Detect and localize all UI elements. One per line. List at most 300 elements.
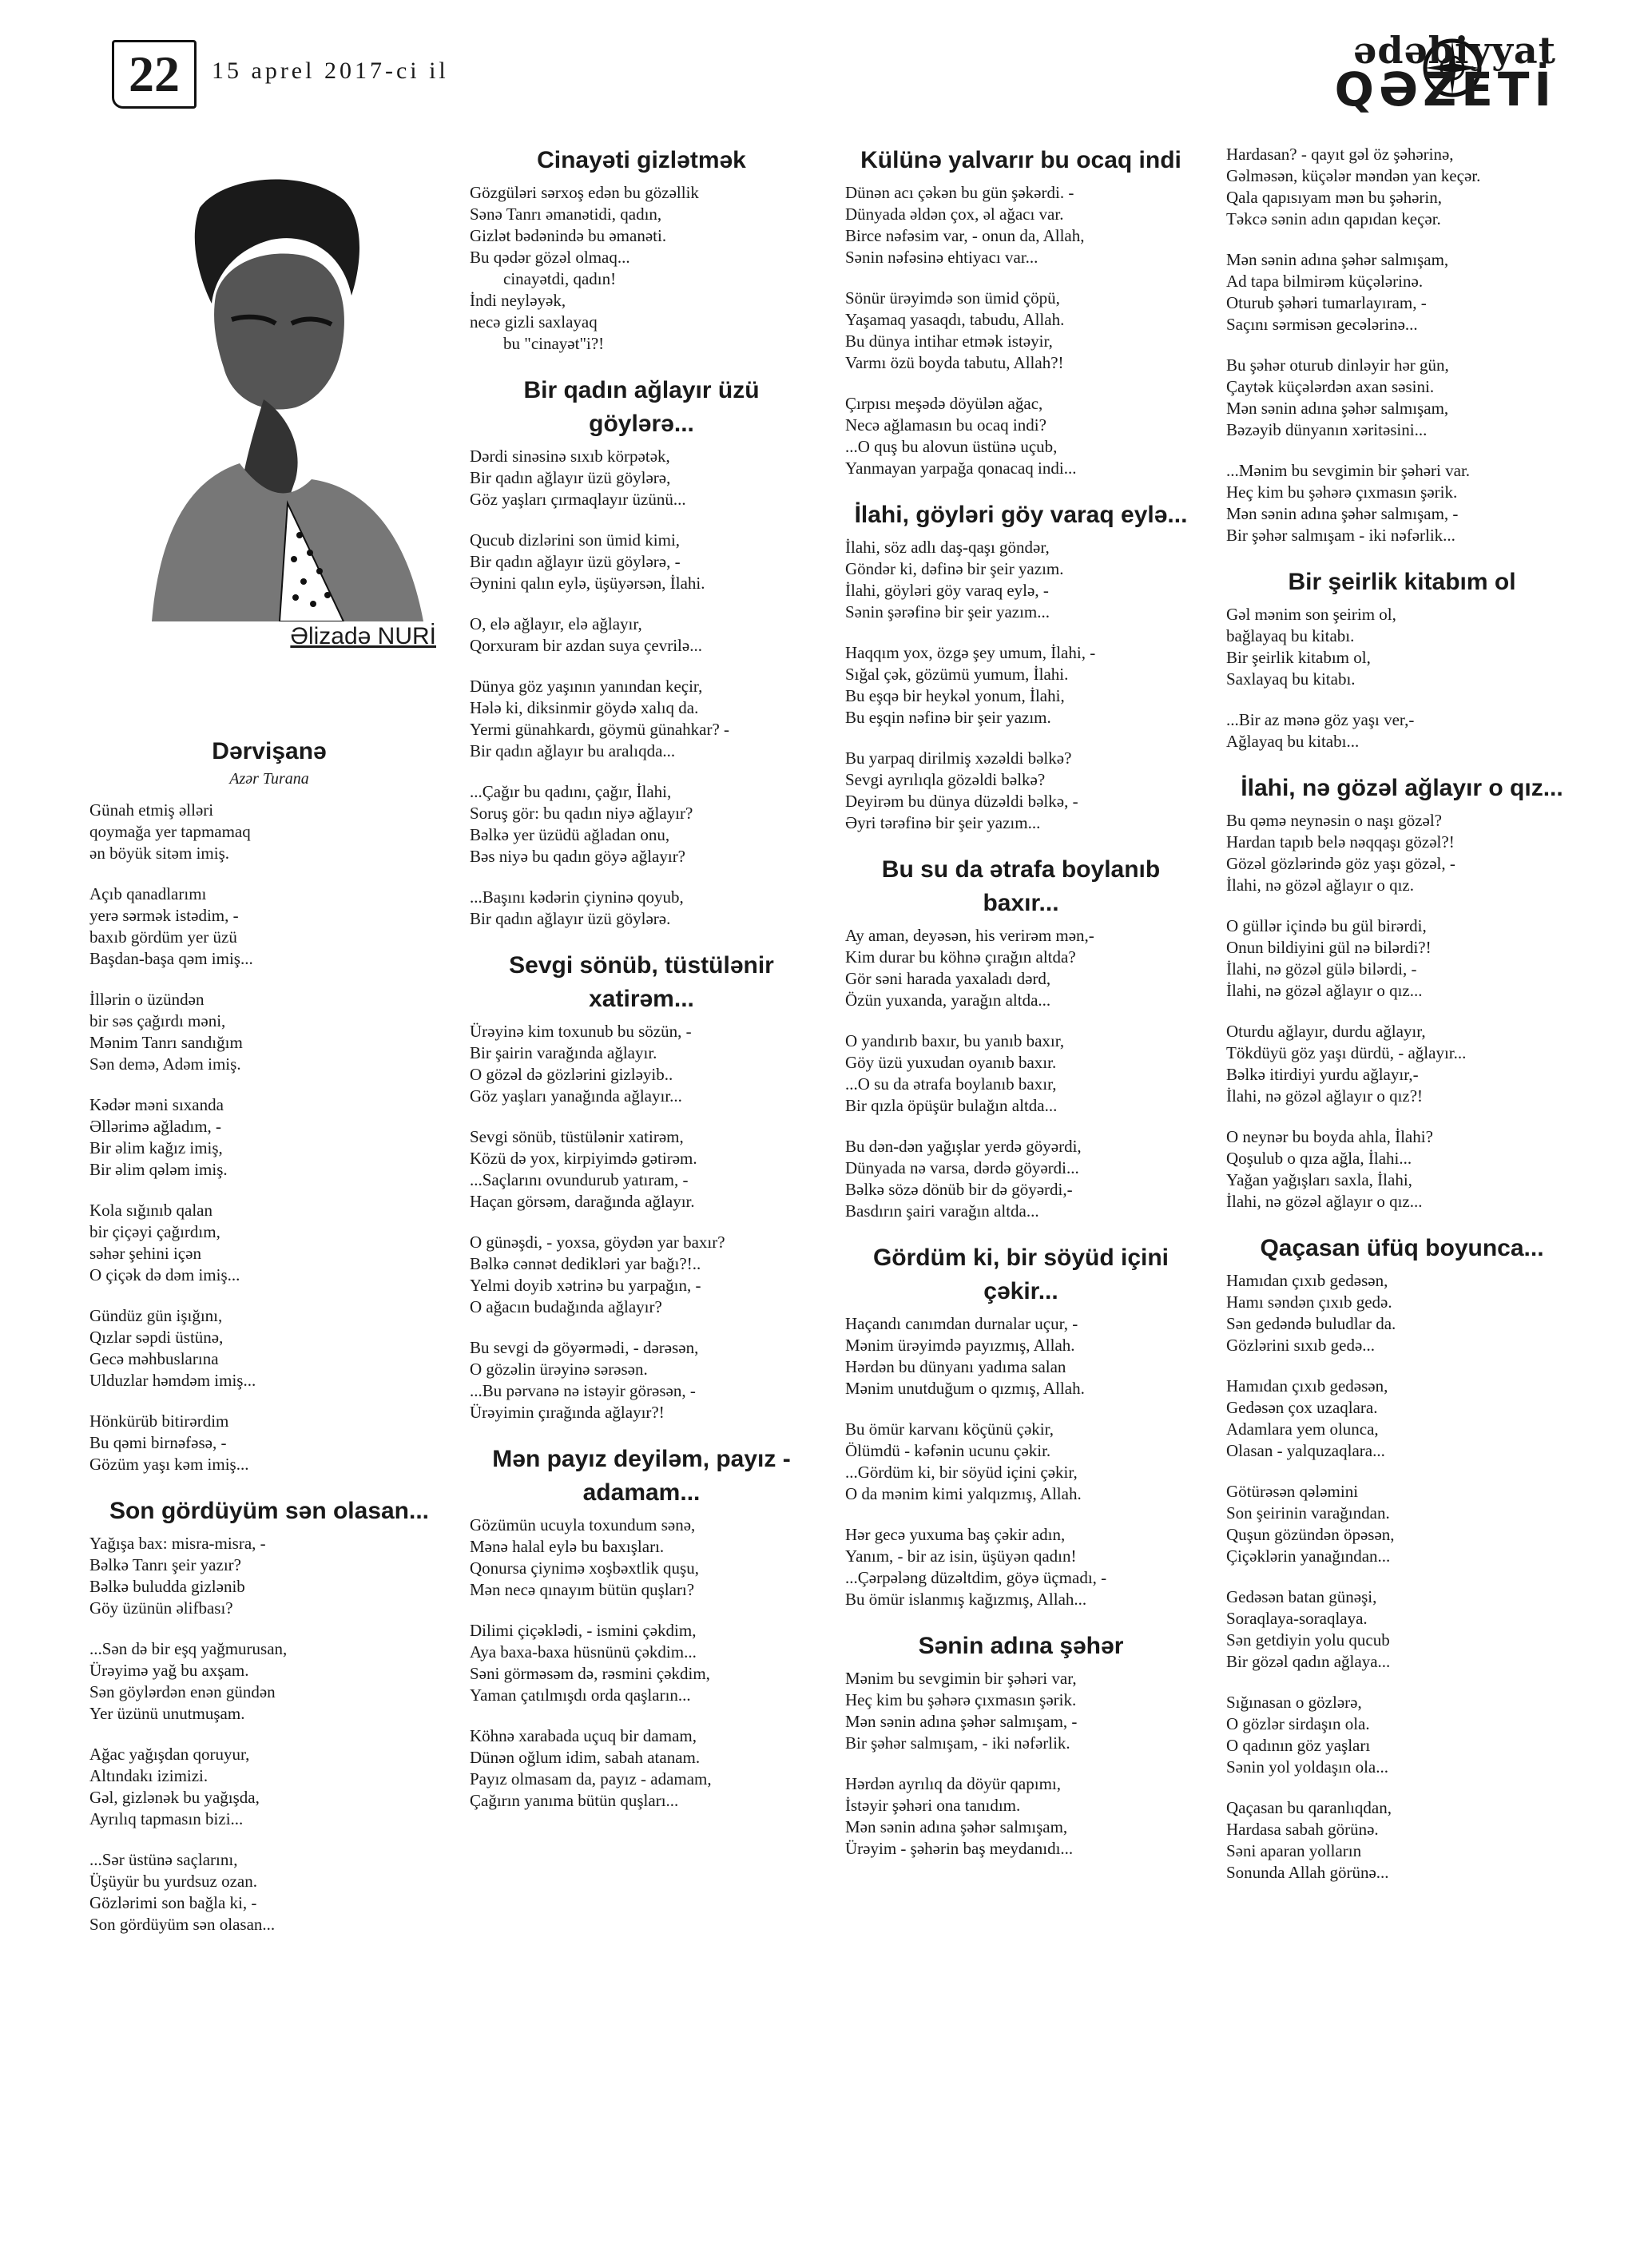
poem-line: Qucub dizlərini son ümid kimi, <box>470 530 681 550</box>
poem-title: İlahi, nə gözəl ağlayır o qız... <box>1241 775 1563 801</box>
poem-line: Oturdu ağlayır, durdu ağlayır, <box>1226 1022 1426 1041</box>
poem-line: Yağan yağışları saxla, İlahi, <box>1226 1170 1412 1189</box>
poem-line: Bir şəhər salmışam, - iki nəfərlik. <box>845 1733 1070 1753</box>
poem-line: Aya baxa-baxa hüsnünü çəkdim... <box>470 1642 697 1661</box>
poem-line: Mənim unutduğum o qızmış, Allah. <box>845 1379 1085 1398</box>
poem-line: Özün yuxanda, yarağın altda... <box>845 991 1051 1010</box>
stanza <box>470 887 813 930</box>
stanza <box>1226 709 1578 752</box>
poem-line: İlahi, nə gözəl ağlayır o qız... <box>1226 981 1423 1000</box>
poem-line: Bu eşqin nəfinə bir şeir yazım. <box>845 708 1051 727</box>
poem-line: Basdırın şairi varağın altda... <box>845 1201 1039 1221</box>
poem-line: Olasan - yalquzaqlara... <box>1226 1441 1385 1460</box>
poem-line: Gözüm yaşı kəm imiş... <box>89 1455 249 1474</box>
stanza <box>470 1620 813 1706</box>
poem-line: Bir şəhər salmışam - iki nəfərlik... <box>1226 526 1455 545</box>
poem-body <box>845 1313 1197 1610</box>
poem-line: Üşüyür bu yurdsuz ozan. <box>89 1872 257 1891</box>
stanza <box>1226 249 1578 335</box>
poem-line: necə gizli saxlayaq <box>470 312 598 332</box>
column-3 <box>845 144 1197 1879</box>
poem-line: O da mənim kimi yalqızmış, Allah. <box>845 1484 1082 1503</box>
poem-line: İlahi, göyləri göy varaq eylə, - <box>845 581 1049 600</box>
issue-date: 15 aprel 2017-ci il <box>212 58 449 84</box>
poem-line: Deyirəm bu dünya düzəldi bəlkə, - <box>845 792 1078 811</box>
stanza <box>470 1021 813 1107</box>
poem-title: Son gördüyüm sən olasan... <box>109 1498 430 1524</box>
poem-line: qoymağa yer tapmamaq <box>89 822 251 841</box>
stanza <box>89 883 449 970</box>
poem-line: Ürəyimə yağ bu axşam. <box>89 1661 249 1680</box>
poem-line: Bəlkə sözə dönüb bir də göyərdi,- <box>845 1180 1073 1199</box>
poem-line: Sən göylərdən enən gündən <box>89 1682 276 1701</box>
poem-line: Açıb qanadlarımı <box>89 884 207 903</box>
poem-line: Yer üzünü unutmuşam. <box>89 1704 245 1723</box>
column-2 <box>470 144 813 1831</box>
poem-line: Hamıdan çıxıb gedəsən, <box>1226 1271 1388 1290</box>
poem-line: Gəl mənim son şeirim ol, <box>1226 605 1396 624</box>
poem-line: Gözgüləri sərxoş edən bu gözəllik <box>470 183 699 202</box>
poem-line: Hönkürüb bitirərdim <box>89 1411 229 1431</box>
poem-line: Ad tapa bilmirəm küçələrinə. <box>1226 272 1424 291</box>
poem-line: Çiçəklərin yanağından... <box>1226 1546 1391 1566</box>
poem-body <box>1226 1270 1578 1884</box>
poem-line: Son şeirinin varağından. <box>1226 1503 1390 1523</box>
poem-title: Gördüm ki, bir söyüd içini çəkir... <box>872 1245 1170 1304</box>
page-header <box>0 0 1652 120</box>
stanza <box>89 1744 449 1830</box>
column-4 <box>1226 144 1578 1903</box>
poem-line: Kola sığınıb qalan <box>89 1201 212 1220</box>
poem-line: Sənin şərəfinə bir şeir yazım... <box>845 602 1050 621</box>
column-1 <box>89 144 449 1955</box>
poem-line: Birce nəfəsim var, - onun da, Allah, <box>845 226 1085 245</box>
poem-line: Bu qəmə neynəsin o naşı gözəl? <box>1226 811 1443 830</box>
poem-line: Qaçasan bu qaranlıqdan, <box>1226 1798 1392 1817</box>
poem-line: ...O quş bu alovun üstünə uçub, <box>845 437 1058 456</box>
poem-line: Əynini qalın eylə, üşüyərsən, İlahi. <box>470 574 705 593</box>
stanza <box>1226 1021 1578 1107</box>
poem-line: Gizlət bədənində bu əmanəti. <box>470 226 667 245</box>
poem-line: Ağlayaq bu kitabı... <box>1226 732 1360 751</box>
poem-line: ...Çağır bu qadını, çağır, İlahi, <box>470 782 672 801</box>
poem-line: ...Mənim bu sevgimin bir şəhəri var. <box>1226 461 1471 480</box>
stanza <box>845 642 1197 729</box>
poem-line: Hərdən ayrılıq da döyür qapımı, <box>845 1774 1062 1793</box>
poem-line: Dünən acı çəkən bu gün şəkərdi. - <box>845 183 1074 202</box>
poem-line: Sən gedəndə buludlar da. <box>1226 1314 1396 1333</box>
poem-line: baxıb gördüm yer üzü <box>89 927 237 947</box>
poem-line: Mən necə qınayım bütün quşları? <box>470 1580 695 1599</box>
poem-line: İndi neyləyək, <box>470 291 566 310</box>
stanza <box>845 1524 1197 1610</box>
poem-line: Yanmayan yarpağa qonacaq indi... <box>845 459 1077 478</box>
poem-line: Sonunda Allah görünə... <box>1226 1863 1389 1882</box>
poem-line: Yaşamaq yasaqdı, tabudu, Allah. <box>845 310 1065 329</box>
poem-line: bu "cinayət"i?! <box>470 334 605 353</box>
poem-line: Soraqlaya-soraqlaya. <box>1226 1609 1368 1628</box>
stanza <box>89 1411 449 1475</box>
poem-line: Hələ ki, diksinmir göydə xalıq da. <box>470 698 699 717</box>
stanza <box>1226 1692 1578 1778</box>
poem-line: ...Bir az mənə göz yaşı ver,- <box>1226 710 1415 729</box>
poem-line: Qoşulub o qıza ağla, İlahi... <box>1226 1149 1412 1168</box>
poem-line: O gözəl də gözlərini gizləyib.. <box>470 1065 673 1084</box>
poem-line: Sevgi ayrılıqla gözəldi bəlkə? <box>845 770 1046 789</box>
poem-line: Quşun gözündən öpəsən, <box>1226 1525 1395 1544</box>
stanza <box>845 1419 1197 1505</box>
stanza <box>845 1030 1197 1117</box>
masthead-line-1: ədəbiyyat <box>1353 29 1556 72</box>
poem-line: Mənim Tanrı sandığım <box>89 1033 243 1052</box>
poem-line: Bir şeirlik kitabım ol, <box>1226 648 1371 667</box>
poem-line: Haçan görsəm, darağında ağlayır. <box>470 1192 695 1211</box>
poem-line: Bir qadın ağlayır üzü göylərə, <box>470 468 671 487</box>
poem-line: Dünyada əldən çox, əl ağacı var. <box>845 204 1064 224</box>
stanza <box>89 1094 449 1181</box>
poem-line: O neynər bu boyda ahla, İlahi? <box>1226 1127 1433 1146</box>
poem-line: Köhnə xarabada uçuq bir damam, <box>470 1726 697 1745</box>
stanza <box>845 393 1197 479</box>
poem-line: Qala qapısıyam mən bu şəhərin, <box>1226 188 1443 207</box>
poem-line: bir çiçəyi çağırdım, <box>89 1222 220 1241</box>
poem-line: Kim durar bu köhnə çırağın altda? <box>845 947 1076 967</box>
poem-body <box>845 537 1197 834</box>
poem-line: O ağacın budağında ağlayır? <box>470 1297 662 1316</box>
poem-line: Gözümün ucuyla toxundum sənə, <box>470 1515 696 1534</box>
stanza <box>470 446 813 510</box>
poem-line: Bu yarpaq dirilmiş xəzəldi bəlkə? <box>845 748 1072 768</box>
poem-line: Səni aparan yolların <box>1226 1841 1362 1860</box>
poem-title: Bu su da ətrafa boylanıb baxır... <box>881 856 1161 916</box>
poem-line: Bu şəhər oturub dinləyir hər gün, <box>1226 355 1449 375</box>
poem-line: Bu eşqə bir heykəl yonum, İlahi, <box>845 686 1065 705</box>
poem-line: İllərin o üzündən <box>89 990 205 1009</box>
poem-line: ...Sər üstünə saçlarını, <box>89 1850 238 1869</box>
stanza <box>89 989 449 1075</box>
poem-line: Ürəyim - şəhərin baş meydanıdı... <box>845 1839 1074 1858</box>
poem-line: Onun bildiyini gül nə bilərdi?! <box>1226 938 1432 957</box>
poem-line: Gözlərimi son bağla ki, - <box>89 1893 257 1912</box>
page-number: 22 <box>112 40 197 109</box>
poem-line: ...Saçlarını ovundurub yatıram, - <box>470 1170 689 1189</box>
poem-line: Təkcə sənin adın qapıdan keçər. <box>1226 209 1441 228</box>
poem-line: Ay aman, deyəsən, his verirəm mən,- <box>845 926 1094 945</box>
poem-line: O günəşdi, - yoxsa, göydən yar baxır? <box>470 1233 725 1252</box>
poem-line: Saxlayaq bu kitabı. <box>1226 669 1356 689</box>
poem-line: Mənim bu sevgimin bir şəhəri var, <box>845 1669 1077 1688</box>
author-caption: Əlizadə NURİ <box>290 623 436 649</box>
poem-line: Göy üzü yuxudan oyanıb baxır. <box>845 1053 1057 1072</box>
stanza <box>845 748 1197 834</box>
poem-title: Cinayəti gizlətmək <box>537 147 746 173</box>
poem-line: Ölümdü - kəfənin ucunu çəkir. <box>845 1441 1051 1460</box>
poem-line: Mən sənin adına şəhər salmışam, - <box>1226 504 1459 523</box>
poem-title: İlahi, göyləri göy varaq eylə... <box>854 502 1188 528</box>
stanza <box>470 613 813 657</box>
poem-line: Ağac yağışdan qoruyur, <box>89 1745 250 1764</box>
poem-line: O yandırıb baxır, bu yanıb baxır, <box>845 1031 1065 1050</box>
poem-title: Sənin adına şəhər <box>918 1633 1124 1659</box>
poem-line: Çağırın yanıma bütün quşları... <box>470 1791 679 1810</box>
poem-line: Bəlkə buludda gizlənib <box>89 1577 245 1596</box>
poem-title: Sevgi sönüb, tüstülənir xatirəm... <box>509 952 774 1012</box>
poem-line: bir səs çağırdı məni, <box>89 1011 226 1030</box>
poem-line: Gözlərini sıxıb gedə... <box>1226 1336 1376 1355</box>
stanza <box>1226 144 1578 230</box>
poem-line: Gəlməsən, küçələr məndən yan keçər. <box>1226 166 1481 185</box>
stanza <box>1226 915 1578 1002</box>
poem-line: Kədər məni sıxanda <box>89 1095 224 1114</box>
poem-line: Adamlara yem olunca, <box>1226 1419 1379 1439</box>
poem-line: ...Çərpələng düzəltdim, göyə üçmadı, - <box>845 1568 1107 1587</box>
poem-line: Oturub şəhəri tumarlayıram, - <box>1226 293 1427 312</box>
poem-line: Qonursa çiynimə xoşbəxtlik quşu, <box>470 1558 699 1578</box>
poem-line: Bəzəyib dünyanın xəritəsini... <box>1226 420 1428 439</box>
poem-line: Gəl, gizlənək bu yağışda, <box>89 1788 260 1807</box>
poem-line: O güllər içində bu gül birərdi, <box>1226 916 1427 935</box>
poem-line: Mənə halal eylə bu baxışları. <box>470 1537 665 1556</box>
stanza <box>1226 1481 1578 1567</box>
poem-line: Heç kim bu şəhərə çıxmasın şərik. <box>845 1690 1077 1709</box>
poem-body <box>845 182 1197 479</box>
poem-line: Hardasa sabah görünə. <box>1226 1820 1379 1839</box>
poem-line: Dünyada nə varsa, dərdə göyərdi... <box>845 1158 1079 1177</box>
poem-title: Qaçasan üfüq boyunca... <box>1260 1235 1544 1261</box>
poem-line: Necə ağlamasın bu ocaq indi? <box>845 415 1046 435</box>
poem-line: Götürəsən qələmini <box>1226 1482 1359 1501</box>
stanza <box>470 530 813 594</box>
poem-line: Yaman çatılmışdı orda qaşların... <box>470 1685 691 1705</box>
stanza <box>470 1232 813 1318</box>
poem-title: Dərvişanə <box>212 738 327 764</box>
poem-line: Göz yaşları çırmaqlayır üzünü... <box>470 490 686 509</box>
poem-line: Bir qadın ağlayır üzü göylərə, - <box>470 552 681 571</box>
poem-line: Bir şairin varağında ağlayır. <box>470 1043 657 1062</box>
poem-line: Bu qədər gözəl olmaq... <box>470 248 630 267</box>
poem-line: Varmı özü boyda tabutu, Allah?! <box>845 353 1064 372</box>
stanza <box>470 781 813 867</box>
poem-title: Mən payız deyiləm, payız - adamam... <box>492 1446 791 1506</box>
stanza <box>845 925 1197 1011</box>
stanza <box>845 1136 1197 1222</box>
stanza <box>845 182 1197 268</box>
poem-body <box>470 182 813 355</box>
poem-line: Közü də yox, kirpiyimdə gətirəm. <box>470 1149 697 1168</box>
poem-line: Yağışa bax: misra-misra, - <box>89 1534 266 1553</box>
poem-line: Saçını sərmisən gecələrinə... <box>1226 315 1418 334</box>
poem-line: Bir qadın ağlayır üzü göylərə. <box>470 909 671 928</box>
poem-line: Sönür ürəyimdə son ümid çöpü, <box>845 288 1060 308</box>
poem-dedication: Azər Turana <box>229 770 309 788</box>
poem-line: Haçandı canımdan durnalar uçur, - <box>845 1314 1078 1333</box>
poem-line: Bir əlim qələm imiş. <box>89 1160 228 1179</box>
poem-body <box>470 1021 813 1423</box>
poem-line: O, elə ağlayır, elə ağlayır, <box>470 614 642 633</box>
poem-line: Sığal çək, gözümü yumum, İlahi. <box>845 665 1069 684</box>
poem-line: Sənin nəfəsinə ehtiyacı var... <box>845 248 1038 267</box>
poem-line: Yermi günahkardı, göymü günahkar? - <box>470 720 730 739</box>
poem-line: Qorxuram bir azdan suya çevrilə... <box>470 636 702 655</box>
poem-line: İlahi, nə gözəl ağlayır o qız... <box>1226 1192 1423 1211</box>
poem-body-continued <box>1226 144 1578 546</box>
poem-line: Bəlkə cənnət dedikləri yar bağı?!.. <box>470 1254 701 1273</box>
stanza <box>470 1515 813 1601</box>
poem-line: Hardasan? - qayıt gəl öz şəhərinə, <box>1226 145 1454 164</box>
poem-line: Hamı səndən çıxıb gedə. <box>1226 1292 1392 1312</box>
poem-body <box>89 1533 449 1935</box>
poem-line: Sevgi sönüb, tüstülənir xatirəm, <box>470 1127 684 1146</box>
poem-body <box>470 446 813 930</box>
poem-line: Dərdi sinəsinə sıxıb körpətək, <box>470 447 670 466</box>
poem-line: İlahi, söz adlı daş-qaşı göndər, <box>845 538 1050 557</box>
poem-line: Bəlkə Tanrı şeir yazır? <box>89 1555 241 1574</box>
poem-line: ən böyük sitəm imiş. <box>89 844 229 863</box>
poem-line: Sən demə, Adəm imiş. <box>89 1054 241 1074</box>
stanza <box>1226 1586 1578 1673</box>
poem-line: Altındakı izimizi. <box>89 1766 208 1785</box>
poem-body <box>845 1668 1197 1860</box>
poem-line: Mən sənin adına şəhər salmışam, <box>1226 250 1449 269</box>
poem-line: İlahi, nə gözəl gülə bilərdi, - <box>1226 959 1417 979</box>
stanza <box>1226 1126 1578 1213</box>
poem-line: Mən sənin adına şəhər salmışam, <box>845 1817 1068 1836</box>
poem-line: Yelmi doyib xətrinə bu yarpağın, - <box>470 1276 701 1295</box>
stanza <box>845 288 1197 374</box>
stanza <box>470 1725 813 1812</box>
poem-line: ...Sən də bir eşq yağmurusan, <box>89 1639 288 1658</box>
poem-line: Sənə Tanrı əmanətidi, qadın, <box>470 204 662 224</box>
stanza <box>89 1638 449 1725</box>
poem-line: Çaytək küçələrdən axan səsini. <box>1226 377 1435 396</box>
poem-line: Bu ömür islanmış kağızmış, Allah... <box>845 1590 1087 1609</box>
poem-line: İlahi, nə gözəl ağlayır o qız?! <box>1226 1086 1424 1106</box>
poem-line: Tökdüyü göz yaşı dürdü, - ağlayır... <box>1226 1043 1467 1062</box>
poem-line: səhər şehini içən <box>89 1244 201 1263</box>
poem-body <box>845 925 1197 1222</box>
poem-line: Göndər ki, dəfinə bir şeir yazım. <box>845 559 1064 578</box>
poem-line: Sən getdiyin yolu qucub <box>1226 1630 1390 1650</box>
poem-line: O çiçək də dəm imiş... <box>89 1265 240 1284</box>
poem-line: Hamıdan çıxıb gedəsən, <box>1226 1376 1388 1395</box>
poem-line: Gedəsən çox uzaqlara. <box>1226 1398 1378 1417</box>
stanza <box>470 676 813 762</box>
poem-body <box>470 1515 813 1812</box>
poem-line: Göy üzünün əlifbası? <box>89 1598 233 1618</box>
poem-line: Hərdən bu dünyanı yadıma salan <box>845 1357 1066 1376</box>
stanza <box>470 182 813 355</box>
poem-line: Səni görməsəm də, rəsmini çəkdim, <box>470 1664 710 1683</box>
stanza <box>1226 1270 1578 1356</box>
poem-line: Mənim ürəyimdə payızmış, Allah. <box>845 1336 1075 1355</box>
stanza <box>845 1313 1197 1399</box>
poem-line: O gözəlin ürəyinə sərəsən. <box>470 1360 648 1379</box>
poem-line: Dünya göz yaşının yanından keçir, <box>470 677 703 696</box>
poem-line: Ulduzlar həmdəm imiş... <box>89 1371 256 1390</box>
stanza <box>1226 810 1578 896</box>
poem-line: Əllərimə ağladım, - <box>89 1117 222 1136</box>
poem-line: Çırpısı meşədə döyülən ağac, <box>845 394 1043 413</box>
poem-line: ...Gördüm ki, bir söyüd içini çəkir, <box>845 1463 1078 1482</box>
poem-line: Dünən oğlum idim, sabah atanam. <box>470 1748 701 1767</box>
poem-line: Dilimi çiçəklədi, - ismini çəkdim, <box>470 1621 697 1640</box>
poem-line: Bu dən-dən yağışlar yerdə göyərdi, <box>845 1137 1082 1156</box>
poem-line: Gecə məhbuslarına <box>89 1349 219 1368</box>
stanza <box>1226 604 1578 690</box>
poem-line: yerə sərmək istədim, - <box>89 906 239 925</box>
stanza <box>470 1126 813 1213</box>
stanza <box>1226 460 1578 546</box>
poem-line: Bu sevgi də göyərmədi, - dərəsən, <box>470 1338 699 1357</box>
poem-line: ...Başını kədərin çiyninə qoyub, <box>470 887 684 907</box>
poem-line: Ayrılıq tapmasın bizi... <box>89 1809 244 1828</box>
poem-title: Külünə yalvarır bu ocaq indi <box>860 147 1181 173</box>
poem-line: Bu ömür karvanı köçünü çəkir, <box>845 1419 1054 1439</box>
poem-line: Bir əlim kağız imiş, <box>89 1138 223 1157</box>
poem-line: Son gördüyüm sən olasan... <box>89 1915 276 1934</box>
poem-line: Mən sənin adına şəhər salmışam, <box>1226 399 1449 418</box>
poem-line: Hər gecə yuxuma baş çəkir adın, <box>845 1525 1066 1544</box>
stanza <box>89 1200 449 1286</box>
stanza <box>89 800 449 864</box>
poem-line: ...O su da ətrafa boylanıb baxır, <box>845 1074 1057 1094</box>
poem-line: Başdan-başa qəm imiş... <box>89 949 253 968</box>
poem-line: Gedəsən batan günəşi, <box>1226 1587 1377 1606</box>
poem-body <box>1226 810 1578 1213</box>
poem-line: Bir gözəl qadın ağlaya... <box>1226 1652 1391 1671</box>
poem-line: Mən sənin adına şəhər salmışam, - <box>845 1712 1078 1731</box>
stanza <box>1226 1797 1578 1884</box>
poem-line: Heç kim bu şəhərə çıxmasın şərik. <box>1226 482 1458 502</box>
poem-line: Bu qəmi birnəfəsə, - <box>89 1433 227 1452</box>
poem-line: Gündüz gün işığını, <box>89 1306 223 1325</box>
poem-line: Ürəyinə kim toxunub bu sözün, - <box>470 1022 692 1041</box>
poem-line: Göz yaşları yanağında ağlayır... <box>470 1086 682 1106</box>
stanza <box>89 1849 449 1935</box>
poem-line: Əyri tərəfinə bir şeir yazım... <box>845 813 1041 832</box>
poem-body <box>1226 604 1578 752</box>
poem-line: Payız olmasam da, payız - adamam, <box>470 1769 712 1789</box>
poem-line: Gözəl gözlərində göz yaşı gözəl, - <box>1226 854 1455 873</box>
stanza <box>470 1337 813 1423</box>
poem-line: İlahi, nə gözəl ağlayır o qız. <box>1226 875 1414 895</box>
stanza <box>845 537 1197 623</box>
stanza <box>89 1533 449 1619</box>
poem-line: O gözlər sirdaşın ola. <box>1226 1714 1370 1733</box>
poem-line: Soruş gör: bu qadın niyə ağlayır? <box>470 804 693 823</box>
poem-line: Hardan tapıb belə nəqqaşı gözəl?! <box>1226 832 1455 852</box>
poem-title: Bir qadın ağlayır üzü göylərə... <box>523 377 760 437</box>
poem-title: Bir şeirlik kitabım ol <box>1288 569 1516 595</box>
poem-line: Sənin yol yoldaşın ola... <box>1226 1757 1388 1777</box>
poem-line: Qızlar səpdi üstünə, <box>89 1328 224 1347</box>
poem-line: Bəlkə itirdiyi yurdu ağlayır,- <box>1226 1065 1419 1084</box>
poem-line: Bu dünya intihar etmək istəyir, <box>845 332 1053 351</box>
poem-line: ...Bu pərvanə nə istəyir görəsən, - <box>470 1381 696 1400</box>
poem-line: Bəs niyə bu qadın göyə ağlayır? <box>470 847 686 866</box>
poem-line: Bəlkə yer üzüdü ağladan onu, <box>470 825 670 844</box>
poem-line: Günah etmiş əlləri <box>89 800 214 820</box>
poem-line: Yanım, - bir az isin, üşüyən qadın! <box>845 1546 1077 1566</box>
stanza <box>1226 355 1578 441</box>
poem-line: O qadının göz yaşları <box>1226 1736 1371 1755</box>
poem-line: Bir qızla öpüşür bulağın altda... <box>845 1096 1058 1115</box>
poem-body <box>89 800 449 1475</box>
poem-line: Ürəyimin çırağında ağlayır?! <box>470 1403 665 1422</box>
masthead <box>1334 29 1556 117</box>
poem-line: Bir qadın ağlayır bu aralıqda... <box>470 741 676 760</box>
stanza <box>1226 1376 1578 1462</box>
